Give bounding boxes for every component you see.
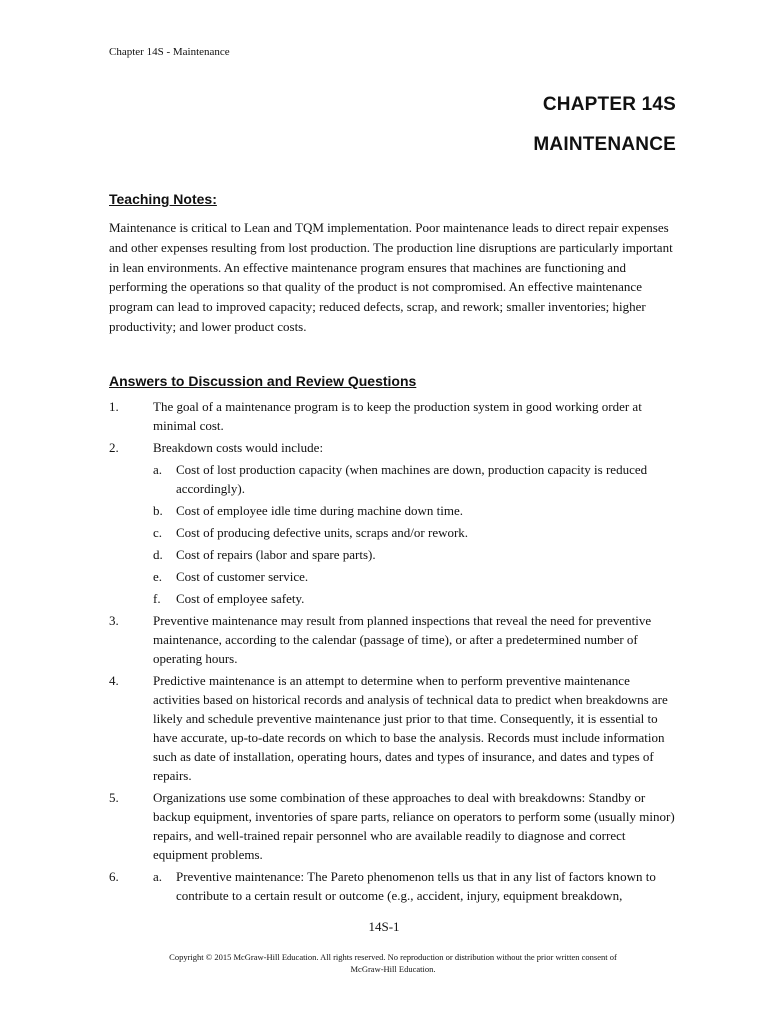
answers-list (109, 397, 679, 908)
sub-list-item (153, 545, 679, 564)
list-item (109, 671, 679, 785)
sub-item-text: Cost of employee idle time during machine down time. (176, 503, 464, 518)
list-item (109, 397, 679, 435)
sub-item-letter: f. (153, 591, 161, 606)
copyright-line-1: Copyright © 2015 McGraw-Hill Education. All rights reserved. No reproduction or distribution without the prior written consent of (169, 952, 617, 962)
sub-item-text: Cost of lost production capacity (when machines are down, production capacity is reduced accordingly). (176, 462, 648, 496)
item-number: 3. (109, 613, 119, 628)
item-text: Breakdown costs would include: (153, 440, 324, 455)
list-item (109, 438, 679, 608)
sub-item-text: Cost of producing defective units, scraps and/or rework. (176, 525, 469, 540)
sub-item-text: Cost of repairs (labor and spare parts). (176, 547, 376, 562)
sub-list-item (153, 523, 679, 542)
sub-item-letter: a. (153, 462, 163, 477)
running-header: Chapter 14S - Maintenance (109, 46, 230, 58)
item-number: 6. (109, 869, 119, 884)
page-number: 14S-1 (368, 919, 400, 934)
item-number: 5. (109, 790, 119, 805)
sub-item-text: Cost of employee safety. (176, 591, 305, 606)
item-number: 2. (109, 440, 119, 455)
sub-item-letter: b. (153, 503, 163, 518)
item-text: Organizations use some combination of these approaches to deal with breakdowns: Standby or backup equipment, inventories of spare parts, reliance on operators to perform some (usually minor) repairs, and well-trained repair personnel who are available readily to diagnose and correct equipment problems. (153, 790, 675, 862)
sub-list-item (153, 567, 679, 586)
teaching-notes-body: Maintenance is critical to Lean and TQM implementation. Poor maintenance leads to direct repair expenses and other expenses resulting from lost production. The production line disruptions are particularly important in lean environments. An effective maintenance program ensures that machines are functioning and performing the operations so that quality of the product is not compromised. An effective maintenance program can lead to improved capacity; reduced defects, scrap, and rework; smaller inventories; higher productivity; and lower product costs. (109, 220, 673, 334)
sub-item-letter: c. (153, 525, 163, 540)
list-item (109, 611, 679, 668)
copyright-notice (120, 951, 666, 975)
sub-list-item (153, 589, 679, 608)
item-number: 1. (109, 399, 119, 414)
sub-item-text: Cost of customer service. (176, 569, 309, 584)
chapter-title: CHAPTER 14S (542, 94, 676, 115)
sub-list-item (153, 501, 679, 520)
item-text: Predictive maintenance is an attempt to determine when to perform preventive maintenance activities based on historical records and analysis of technical data to predict when breakdowns are likely and schedule preventive maintenance just prior to that time. Consequently, it is essential to have accurate, up-to-date records on which to base the analysis. Records must include information such as date of installation, operating hours, dates and types of insurance, and dates and types of repairs. (153, 673, 668, 783)
teaching-notes-heading: Teaching Notes: (109, 191, 217, 207)
item-text: Preventive maintenance: The Pareto phenomenon tells us that in any list of factors known to contribute to a certain result or outcome (e.g., accident, injury, equipment breakdown, (176, 869, 656, 903)
item-text: Preventive maintenance may result from planned inspections that reveal the need for preventive maintenance, according to the calendar (passage of time), or after a predetermined number of operating hours. (153, 613, 652, 666)
chapter-subject: MAINTENANCE (533, 134, 676, 155)
sub-item-letter: d. (153, 547, 163, 562)
sub-list-item (153, 460, 679, 498)
list-item (109, 867, 679, 905)
copyright-line-2: McGraw-Hill Education. (350, 964, 436, 974)
sub-item-letter: a. (153, 869, 163, 884)
answers-heading: Answers to Discussion and Review Questions (109, 373, 417, 389)
sub-item-letter: e. (153, 569, 163, 584)
list-item (109, 788, 679, 864)
item-text: The goal of a maintenance program is to keep the production system in good working order at minimal cost. (153, 399, 642, 433)
item-number: 4. (109, 673, 119, 688)
